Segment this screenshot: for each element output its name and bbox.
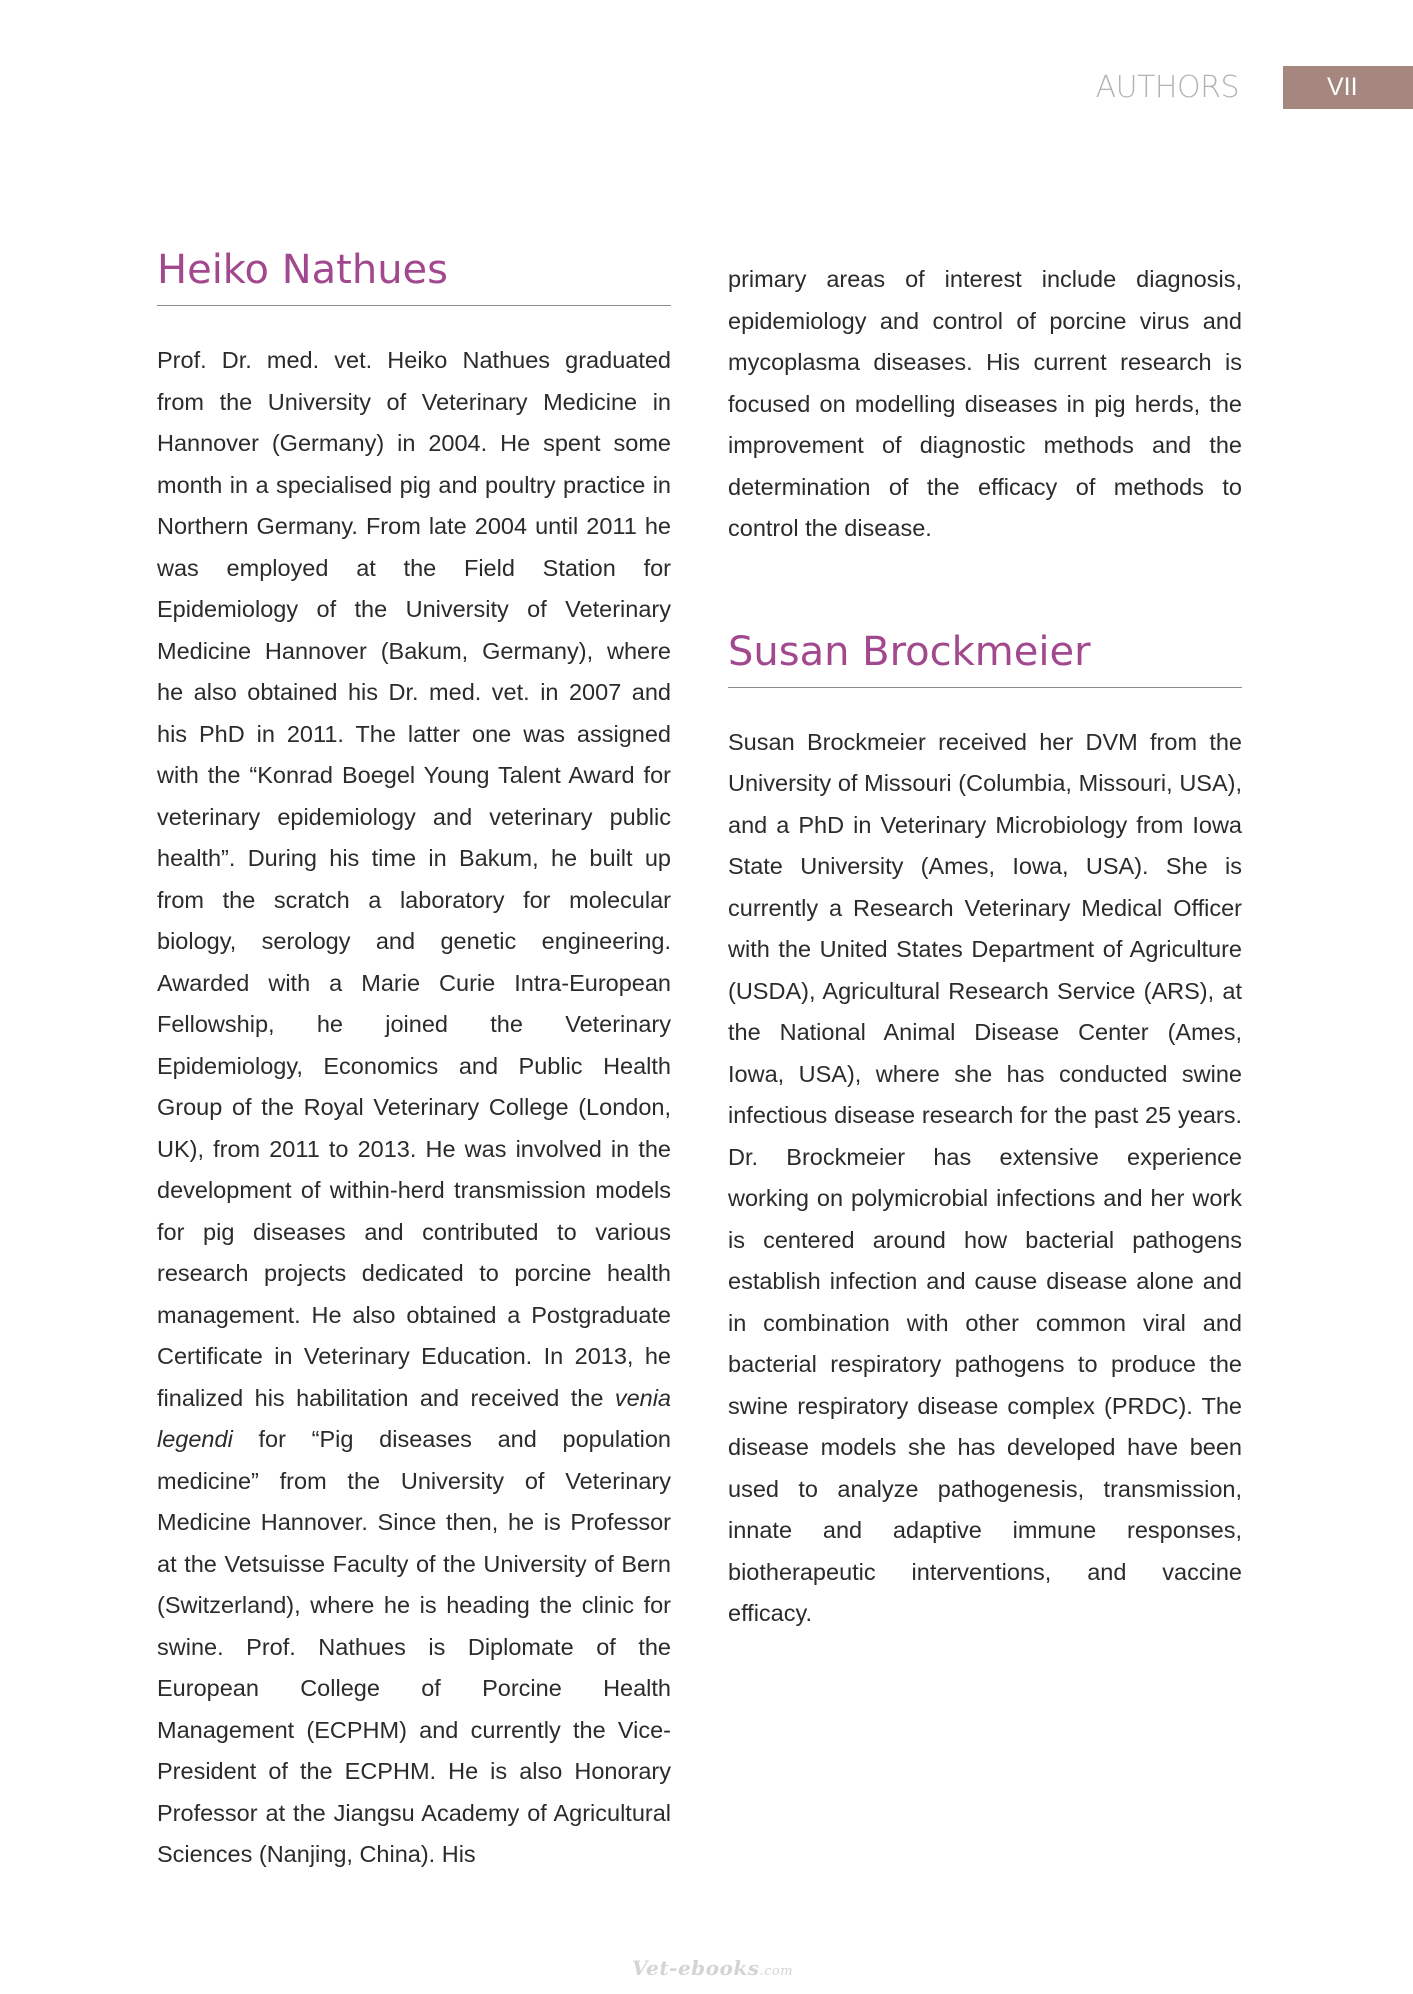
page-number-tab: VII <box>1283 66 1413 109</box>
author-entry-brockmeier <box>728 627 1242 1635</box>
author-name-heading: Heiko Nathues <box>157 245 671 306</box>
watermark-suffix: .com <box>759 1964 794 1979</box>
watermark-logo <box>632 1956 793 1980</box>
left-column <box>157 245 671 1876</box>
author-name-heading: Susan Brockmeier <box>728 627 1242 688</box>
author-bio-paragraph <box>157 340 671 1876</box>
bio-text: Prof. Dr. med. vet. Heiko Nathues graduated from the University of Veterinary Medicine in Hannover (Germany) in 2004. He spent some month in a specialised pig and poultry practice in Northern Germany. From late 2004 until 2011 he was employed at the Field Station for Epidemiology of the University of Veterinary Medicine Hannover (Bakum, Germany), where he also obtained his Dr. med. vet. in 2007 and his PhD in 2011. The latter one was assigned with the “Konrad Boegel Young Talent Award for veterinary epidemiology and veterinary public health”. During his time in Bakum, he built up from the scratch a laboratory for molecular biology, serology and genetic engineering. Awarded with a Marie Curie Intra-European Fellowship, he joined the Veterinary Epidemiology, Economics and Public Health Group of the Royal Veterinary College (London, UK), from 2011 to 2013. He was involved in the development of within-herd transmission models for pig diseases and contributed to various research projects dedicated to porcine health management. He also obtained a Postgraduate Certificate in Veterinary Education. In 2013, he finalized his habilitation and received the <box>157 347 671 1411</box>
bio-italic-term: venia legendi <box>157 1384 671 1452</box>
section-title: AUTHORS <box>1095 70 1239 105</box>
right-column <box>728 259 1242 1635</box>
author-entry-nathues <box>157 245 671 1876</box>
author-bio-paragraph: Susan Brockmeier received her DVM from the University of Missouri (Columbia, Missouri, USA), and a PhD in Veterinary Microbiology from Iowa State University (Ames, Iowa, USA). She is currently a Research Veterinary Medical Officer with the United States Department of Agriculture (USDA), Agricultural Research Service (ARS), at the National Animal Disease Center (Ames, Iowa, USA), where she has conducted swine infectious disease research for the past 25 years. Dr. Brockmeier has extensive experience working on polymicrobial infections and her work is centered around how bacterial pathogens establish infection and cause disease alone and in combination with other common viral and bacterial respiratory pathogens to produce the swine respiratory disease complex (PRDC). The disease models she has developed have been used to analyze pathogenesis, transmission, innate and adaptive immune responses, biotherapeutic interventions, and vaccine efficacy. <box>728 728 1242 1626</box>
bio-text-continued: for “Pig diseases and population medicine” from the University of Veterinary Medicine Hannover. Since then, he is Professor at the Vetsuisse Faculty of the University of Bern (Switzerland), where he is heading the clinic for swine. Prof. Nathues is Diplomate of the European College of Porcine Health Management (ECPHM) and currently the Vice-President of the ECPHM. He is also Honorary Professor at the Jiangsu Academy of Agricultural Sciences (Nanjing, China). His <box>157 1426 671 1867</box>
watermark-text: Vet-ebooks <box>632 1956 760 1980</box>
running-header <box>1096 66 1413 109</box>
author-bio-continuation: primary areas of interest include diagnosis, epidemiology and control of porcine virus and mycoplasma diseases. His current research is focused on modelling diseases in pig herds, the improvement of diagnostic methods and the determination of the efficacy of methods to control the disease. <box>728 266 1242 541</box>
